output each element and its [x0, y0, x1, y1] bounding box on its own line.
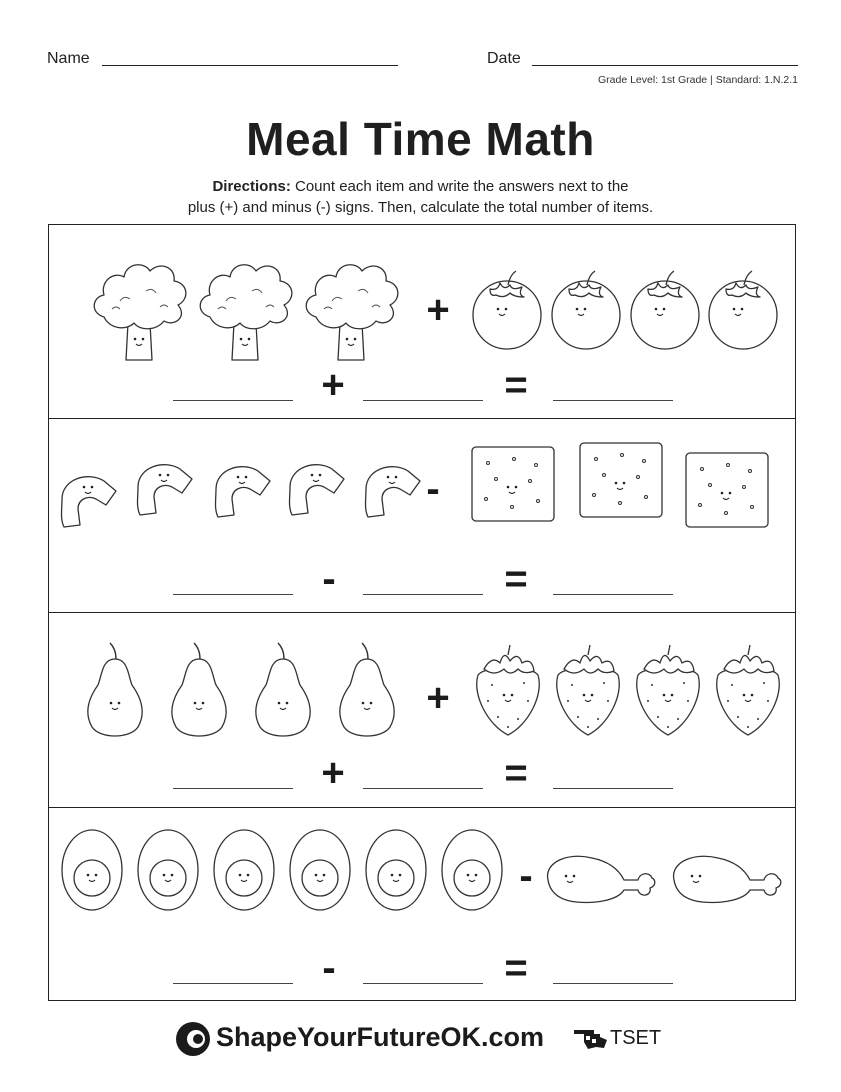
- operator-sign: +: [426, 288, 450, 332]
- tomato-icon: [470, 269, 544, 356]
- name-label: Name: [47, 50, 90, 67]
- cracker-icon: [574, 439, 666, 526]
- problem-row-3: [0, 613, 841, 807]
- pear-icon: [332, 641, 402, 746]
- macaroni-icon: [130, 457, 196, 524]
- operator-sign: +: [426, 676, 450, 720]
- operator-sign: -: [519, 854, 533, 898]
- pear-icon: [80, 641, 150, 746]
- drumstick-icon: [540, 850, 658, 911]
- cracker-icon: [466, 443, 558, 530]
- answer-blank-2[interactable]: [363, 400, 483, 401]
- operator-sign-answer: -: [322, 557, 336, 601]
- problem-row-1: [0, 225, 841, 418]
- answer-blank-1[interactable]: [173, 788, 293, 789]
- operator-sign-answer: -: [322, 946, 336, 990]
- equals-sign: =: [504, 946, 528, 990]
- answer-total[interactable]: [553, 400, 673, 401]
- strawberry-icon: [710, 645, 786, 744]
- pear-icon: [164, 641, 234, 746]
- tomato-icon: [628, 269, 702, 356]
- footer-brand: TSET: [610, 1027, 662, 1049]
- broccoli-icon: [90, 255, 190, 370]
- answer-total[interactable]: [553, 594, 673, 595]
- directions-line2: plus (+) and minus (-) signs. Then, calculate the total number of items.: [187, 199, 654, 216]
- answer-blank-2[interactable]: [363, 594, 483, 595]
- grade-info: Grade Level: 1st Grade | Standard: 1.N.2.1: [597, 74, 798, 86]
- footer-site: ShapeYourFutureOK.com: [216, 1022, 545, 1052]
- egg-icon: [440, 826, 504, 917]
- strawberry-icon: [630, 645, 706, 744]
- directions: [0, 176, 841, 218]
- date-label: Date: [487, 50, 521, 67]
- macaroni-icon: [282, 457, 348, 524]
- answer-blank-2[interactable]: [363, 788, 483, 789]
- macaroni-icon: [208, 459, 274, 526]
- egg-icon: [288, 826, 352, 917]
- answer-total[interactable]: [553, 788, 673, 789]
- egg-icon: [60, 826, 124, 917]
- directions-lead: Directions:: [212, 178, 291, 195]
- problem-row-2: [0, 419, 841, 612]
- problem-row-4: [0, 808, 841, 1001]
- egg-icon: [136, 826, 200, 917]
- shape-your-future-logo-icon: [175, 1021, 211, 1057]
- name-field[interactable]: [102, 65, 398, 66]
- answer-blank-2[interactable]: [363, 983, 483, 984]
- macaroni-icon: [54, 469, 120, 536]
- pear-icon: [248, 641, 318, 746]
- strawberry-icon: [550, 645, 626, 744]
- equals-sign: =: [504, 363, 528, 407]
- broccoli-icon: [196, 255, 296, 370]
- page-title: Meal Time Math: [246, 113, 595, 165]
- drumstick-icon: [666, 850, 784, 911]
- equals-sign: =: [504, 751, 528, 795]
- answer-blank-1[interactable]: [173, 983, 293, 984]
- egg-icon: [212, 826, 276, 917]
- oklahoma-tset-icon: [574, 1028, 608, 1050]
- cracker-icon: [680, 449, 772, 536]
- operator-sign-answer: +: [321, 363, 345, 407]
- broccoli-icon: [302, 255, 402, 370]
- operator-sign-answer: +: [321, 751, 345, 795]
- directions-line1: Count each item and write the answers next to the: [290, 178, 629, 195]
- equals-sign: =: [504, 557, 528, 601]
- tomato-icon: [549, 269, 623, 356]
- answer-blank-1[interactable]: [173, 594, 293, 595]
- answer-blank-1[interactable]: [173, 400, 293, 401]
- egg-icon: [364, 826, 428, 917]
- answer-total[interactable]: [553, 983, 673, 984]
- strawberry-icon: [470, 645, 546, 744]
- tomato-icon: [706, 269, 780, 356]
- date-field[interactable]: [532, 65, 798, 66]
- operator-sign: -: [426, 467, 440, 511]
